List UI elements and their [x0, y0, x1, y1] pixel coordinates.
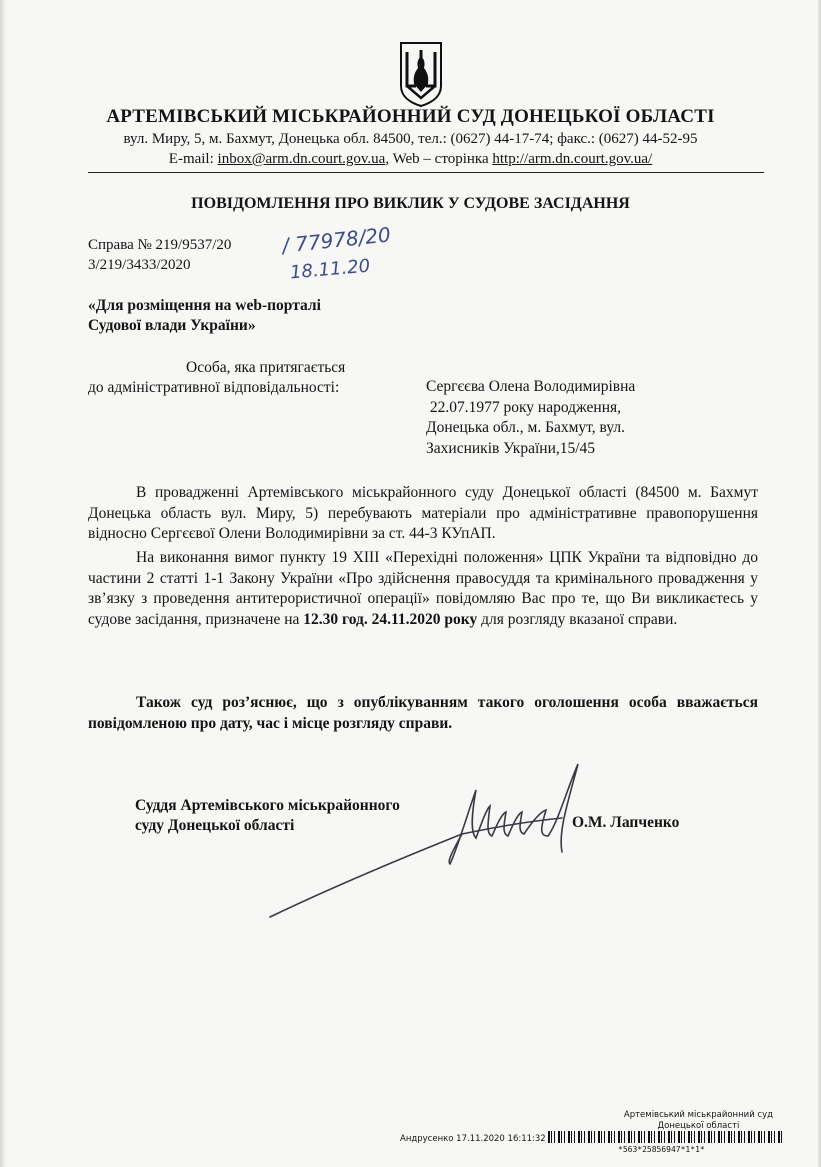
- paragraph-summons: [88, 548, 758, 630]
- barcode-bar: [644, 1131, 645, 1143]
- handwritten-date: 18.11.20: [289, 255, 371, 284]
- barcode-bar: [704, 1131, 705, 1143]
- barcode-bar: [711, 1131, 712, 1143]
- header-divider: [88, 172, 764, 173]
- barcode-bar: [768, 1131, 770, 1143]
- portal-note: [88, 296, 321, 336]
- paragraph-proceedings: [88, 483, 758, 545]
- barcode-bar: [598, 1131, 600, 1143]
- web-link[interactable]: http://arm.dn.court.gov.ua/: [492, 151, 653, 167]
- handwritten-signature: [262, 752, 622, 922]
- judge-name: О.М. Лапченко: [572, 814, 680, 831]
- barcode-bar: [698, 1131, 700, 1143]
- court-name: АРТЕМІВСЬКИЙ МІСЬКРАЙОННИЙ СУД ДОНЕЦЬКОЇ ОБЛАСТІ: [106, 106, 715, 127]
- barcode-bar: [754, 1131, 755, 1143]
- document-title: ПОВІДОМЛЕННЯ ПРО ВИКЛИК У СУДОВЕ ЗАСІДАННЯ: [191, 195, 630, 212]
- barcode-bar: [764, 1131, 765, 1143]
- hearing-datetime: 12.30 год. 24.11.2020 року: [303, 610, 478, 628]
- scan-edge-right: [817, 0, 821, 1167]
- person-address-line1: Донецька обл., м. Бахмут, вул.: [426, 419, 625, 436]
- barcode-bar: [691, 1131, 692, 1143]
- barcode-bar: [718, 1131, 720, 1143]
- barcode-bar: [721, 1131, 722, 1143]
- portal-note-line1: «Для розміщення на web-порталі: [88, 297, 321, 314]
- barcode-bar: [714, 1131, 715, 1143]
- barcode-bar: [641, 1131, 642, 1143]
- person-birth: 22.07.1977 року народження,: [426, 398, 622, 416]
- paragraph-notice: [88, 693, 758, 734]
- barcode-bar: [574, 1131, 575, 1143]
- footer-court-line1: Артемівський міськрайонний суд: [623, 1110, 773, 1120]
- email-link[interactable]: inbox@arm.dn.court.gov.ua: [217, 151, 386, 167]
- registrar-stamp: Андрусенко 17.11.2020 16:11:32: [400, 1134, 546, 1144]
- barcode-bar: [638, 1131, 640, 1143]
- barcode-bar: [548, 1131, 550, 1143]
- web-label: , Web – сторінка: [385, 151, 493, 167]
- case-number-block: [88, 235, 231, 275]
- barcode-bar: [608, 1131, 610, 1143]
- barcode-bar: [648, 1131, 650, 1143]
- barcode-bar: [571, 1131, 572, 1143]
- barcode-bar: [734, 1131, 735, 1143]
- paragraph-proceedings-text: В провадженні Артемівського міськрайонного суду Донецької області (84500 м. Бахмут Донецька область вул. Миру, 5) перебувають матеріали про адміністративне правопорушення відносно Сергєєвої Олени Володимирівни за ст. 44-3 КУпАП.: [88, 484, 758, 542]
- barcode-bar: [594, 1131, 595, 1143]
- court-contacts: [0, 151, 821, 168]
- barcode-bar: [668, 1131, 670, 1143]
- barcode-bar: [601, 1131, 602, 1143]
- barcode-bar: [654, 1131, 655, 1143]
- barcode-bar: [568, 1131, 570, 1143]
- barcode-bar: [661, 1131, 662, 1143]
- footer-court-stamp: [624, 1110, 773, 1132]
- email-label: E-mail:: [168, 151, 218, 167]
- person-name: Сергєєва Олена Володимирівна: [426, 378, 636, 395]
- barcode-bar: [781, 1131, 782, 1143]
- barcode-bar: [671, 1131, 672, 1143]
- barcode-bar: [624, 1131, 625, 1143]
- barcode-bar: [681, 1131, 682, 1143]
- barcode-bar: [651, 1131, 652, 1143]
- case-number-line2: 3/219/3433/2020: [88, 257, 191, 273]
- barcode-bar: [761, 1131, 762, 1143]
- barcode-bar: [771, 1131, 772, 1143]
- barcode-bar: [558, 1131, 560, 1143]
- barcode-bar: [614, 1131, 615, 1143]
- judge-title-line1: Суддя Артемівського міськрайонного: [135, 797, 400, 814]
- barcode-bar: [591, 1131, 592, 1143]
- barcode-bar: [751, 1131, 752, 1143]
- footer-court-line2: Донецької області: [657, 1121, 740, 1131]
- barcode-bar: [758, 1131, 760, 1143]
- barcode-bar: [701, 1131, 702, 1143]
- person-label-line2: до адміністративної відповідальності:: [88, 379, 340, 396]
- barcode-bar: [578, 1131, 580, 1143]
- barcode-bar: [584, 1131, 585, 1143]
- barcode-bar: [618, 1131, 620, 1143]
- barcode-bar: [551, 1131, 552, 1143]
- paragraph-summons-text: На виконання вимог пункту 19 XIII «Перехідні положення» ЦПК України та відповідно до частини 2 статті 1-1 Закону України «Про здійснення правосуддя та кримінального провадження у зв’язку з проведення антитерористичної операції» повідомляю Вас про те, що Ви викликаєтесь у судове засідання, призначене на: [88, 549, 758, 628]
- barcode-bar: [564, 1131, 565, 1143]
- barcode-bar: [744, 1131, 745, 1143]
- barcode-bar: [678, 1131, 680, 1143]
- barcode-bar: [561, 1131, 562, 1143]
- paragraph-summons-end: для розгляду вказаної справи.: [477, 610, 678, 628]
- person-address-line2: Захисників України,15/45: [426, 439, 596, 457]
- barcode-bar: [621, 1131, 622, 1143]
- barcode-bar: [588, 1131, 590, 1143]
- barcode-bar: [774, 1131, 775, 1143]
- barcode-bar: [708, 1131, 710, 1143]
- barcode-bar: [731, 1131, 732, 1143]
- barcode-bar: [738, 1131, 740, 1143]
- barcode-icon: [548, 1131, 786, 1143]
- barcode-bar: [604, 1131, 605, 1143]
- case-number-line1: Справа № 219/9537/20: [88, 237, 232, 253]
- barcode-bar: [611, 1131, 612, 1143]
- person-label: [88, 358, 345, 398]
- barcode-number: *563*25856947*1*1*: [618, 1145, 705, 1154]
- court-address: вул. Миру, 5, м. Бахмут, Донецька обл. 84500, тел.: (0627) 44-17-74; факс.: (0627) 44-52-95: [123, 131, 698, 147]
- barcode-bar: [631, 1131, 632, 1143]
- barcode-bar: [554, 1131, 555, 1143]
- scan-edge-left: [0, 0, 6, 1167]
- barcode-bar: [581, 1131, 582, 1143]
- barcode-bar: [674, 1131, 675, 1143]
- barcode-bar: [748, 1131, 750, 1143]
- person-details: [426, 377, 635, 459]
- barcode-bar: [694, 1131, 695, 1143]
- barcode-bar: [688, 1131, 690, 1143]
- barcode-bar: [741, 1131, 742, 1143]
- paragraph-notice-text: Також суд роз’яснює, що з опублікуванням такого оголошення особа вважається повідомленою про дату, час і місце розгляду справи.: [88, 694, 758, 732]
- barcode-bar: [728, 1131, 730, 1143]
- barcode-bar: [664, 1131, 665, 1143]
- barcode-bar: [684, 1131, 685, 1143]
- portal-note-line2: Судової влади України»: [88, 317, 256, 334]
- barcode-bar: [778, 1131, 780, 1143]
- tryzub-emblem-icon: [398, 40, 444, 108]
- barcode-bar: [628, 1131, 630, 1143]
- judge-title: [135, 796, 400, 835]
- barcode-bar: [724, 1131, 725, 1143]
- barcode-bar: [658, 1131, 660, 1143]
- person-label-line1: Особа, яка притягається: [186, 359, 346, 376]
- barcode-bar: [634, 1131, 635, 1143]
- handwritten-number: / 77978/20: [281, 222, 392, 258]
- judge-title-line2: суду Донецької області: [135, 816, 295, 834]
